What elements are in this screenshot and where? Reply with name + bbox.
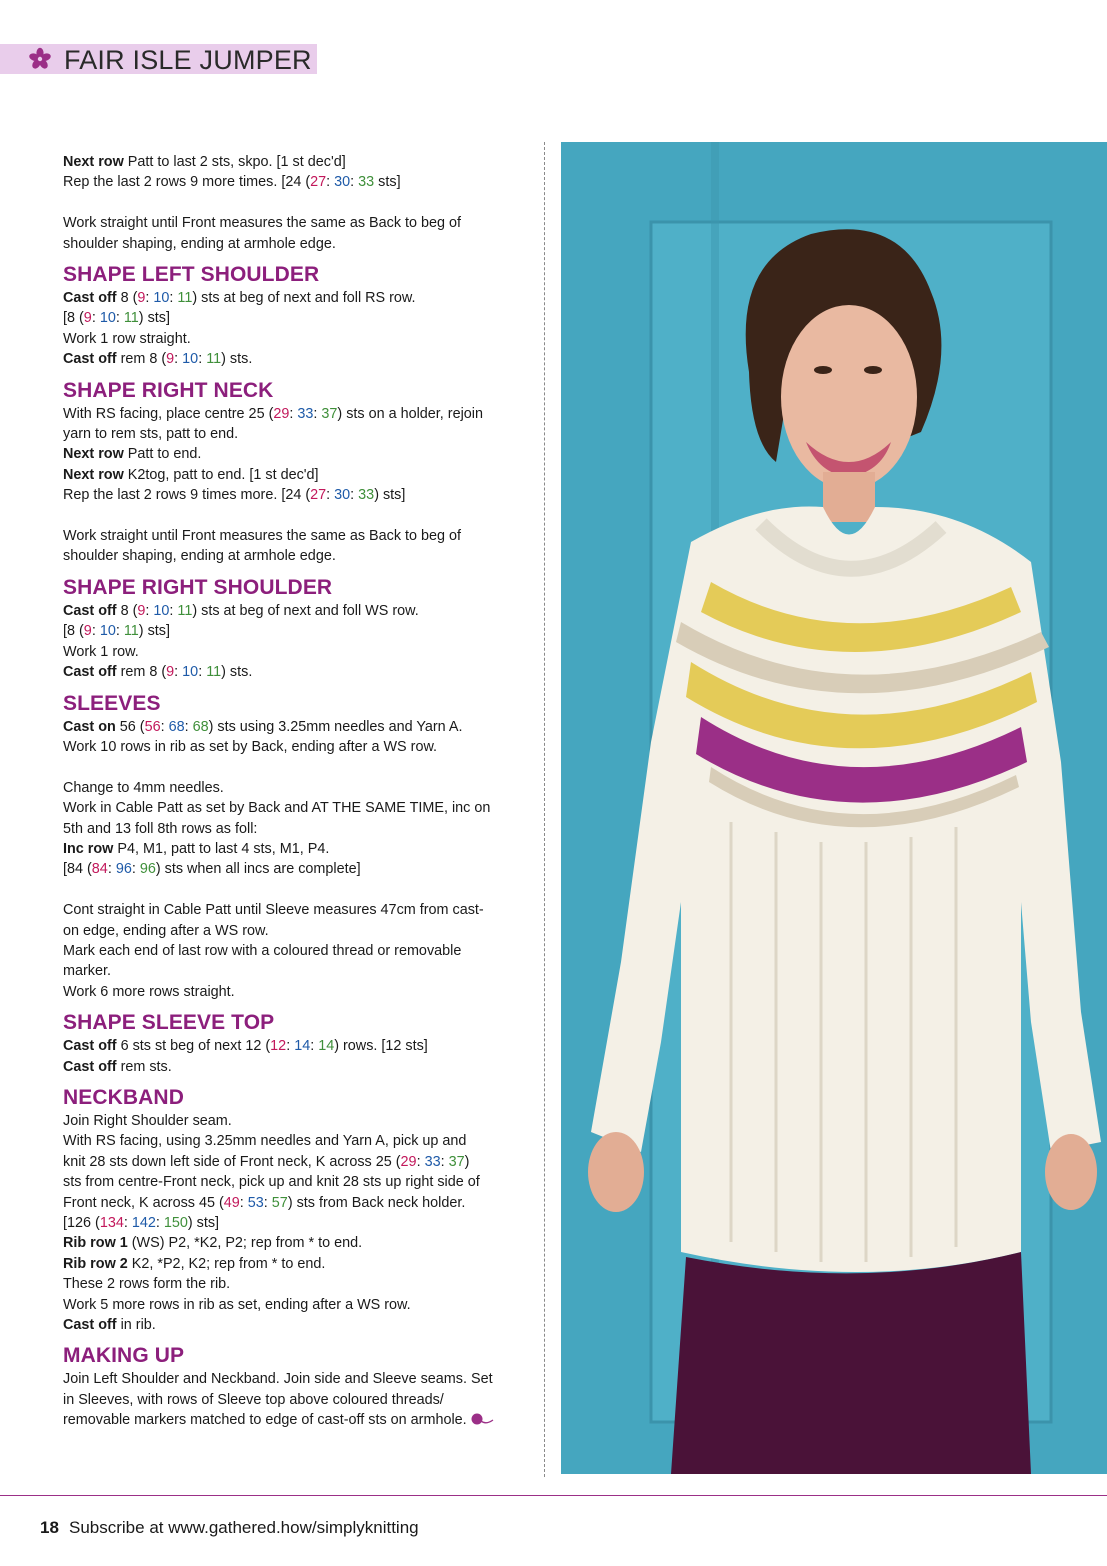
text-line: Cast on 56 (56: 68: 68) sts using 3.25mm needles and Yarn A. [63, 718, 463, 735]
column-divider [544, 142, 545, 1477]
text-line: Mark each end of last row with a coloured thread or removable [63, 942, 462, 959]
text-line: yarn to rem sts, patt to end. [63, 426, 239, 443]
text-line: Rep the last 2 rows 9 times more. [24 (27: 30: 33) sts] [63, 487, 406, 504]
text-line: Work 1 row straight. [63, 330, 191, 347]
text-line: Work 6 more rows straight. [63, 983, 235, 1000]
section-heading-left-shoulder: SHAPE LEFT SHOULDER [63, 263, 320, 287]
text-line: Cont straight in Cable Patt until Sleeve measures 47cm from cast- [63, 902, 484, 919]
text-line: Work 10 rows in rib as set by Back, ending after a WS row. [63, 738, 438, 755]
text-line: Cast off rem sts. [63, 1058, 172, 1075]
page-title: FAIR ISLE JUMPER [64, 45, 312, 75]
text-line: [8 (9: 10: 11) sts] [63, 623, 170, 640]
text-line: Work 1 row. [63, 643, 139, 660]
text-line: Join Left Shoulder and Neckband. Join side and Sleeve seams. Set [63, 1371, 493, 1388]
text-line: on edge, ending after a WS row. [63, 922, 269, 939]
text-line: Join Right Shoulder seam. [63, 1112, 232, 1129]
text-line: Work straight until Front measures the same as Back to beg of [63, 215, 462, 232]
text-line: [126 (134: 142: 150) sts] [63, 1215, 220, 1231]
text-line: Rib row 2 K2, *P2, K2; rep from * to end. [63, 1255, 326, 1272]
text-line: [84 (84: 96: 96) sts when all incs are complete] [63, 861, 361, 878]
yarn-ball-icon [470, 1412, 494, 1426]
text-line: Cast off rem 8 (9: 10: 11) sts. [63, 664, 253, 681]
text-line: [8 (9: 10: 11) sts] [63, 310, 170, 327]
text-line: knit 28 sts down left side of Front neck, K across 25 (29: 33: 37) [63, 1153, 470, 1170]
text-line: shoulder shaping, ending at armhole edge. [63, 548, 336, 565]
page-number: 18 [40, 1518, 59, 1537]
text-line: sts from centre-Front neck, pick up and knit 28 sts up right side of [63, 1174, 480, 1191]
footer-rule [0, 1495, 1107, 1496]
pattern-text-column [63, 152, 523, 1431]
text-line: Inc row P4, M1, patt to last 4 sts, M1, P4. [63, 840, 330, 857]
text-line: shoulder shaping, ending at armhole edge. [63, 235, 336, 252]
text-line: in Sleeves, with rows of Sleeve top above coloured threads/ [63, 1391, 444, 1408]
text-line: marker. [63, 963, 111, 980]
text-line: Rib row 1 (WS) P2, *K2, P2; rep from * to end. [63, 1235, 363, 1252]
text-line: Cast off 6 sts st beg of next 12 (12: 14: 14) rows. [12 sts] [63, 1038, 428, 1055]
flower-icon [28, 47, 52, 71]
section-heading-neckband: NECKBAND [63, 1085, 184, 1109]
text-line: Cast off 8 (9: 10: 11) sts at beg of next and foll WS row. [63, 602, 419, 619]
text-line: Work 5 more rows in rib as set, ending after a WS row. [63, 1296, 411, 1313]
section-heading-sleeve-top: SHAPE SLEEVE TOP [63, 1011, 275, 1035]
text-line: Front neck, K across 45 (49: 53: 57) sts from Back neck holder. [63, 1194, 466, 1211]
text-line: Cast off 8 (9: 10: 11) sts at beg of next and foll RS row. [63, 290, 416, 307]
text-line: Next row K2tog, patt to end. [1 st dec'd] [63, 466, 319, 483]
text-line: Work straight until Front measures the same as Back to beg of [63, 528, 462, 545]
text-line: These 2 rows form the rib. [63, 1276, 231, 1293]
text-line: Change to 4mm needles. [63, 779, 224, 796]
subscribe-text: Subscribe at www.gathered.how/simplyknitting [69, 1518, 419, 1537]
text-line: Rep the last 2 rows 9 more times. [24 (27: 30: 33 sts] [63, 174, 401, 191]
section-heading-right-neck: SHAPE RIGHT NECK [63, 378, 274, 402]
section-heading-right-shoulder: SHAPE RIGHT SHOULDER [63, 575, 333, 599]
section-heading-making-up: MAKING UP [63, 1344, 185, 1368]
text-line: Next row Patt to end. [63, 446, 202, 463]
text-line: 5th and 13 foll 8th rows as foll: [63, 820, 258, 837]
text-line: With RS facing, using 3.25mm needles and Yarn A, pick up and [63, 1133, 467, 1150]
text-line: removable markers matched to edge of cast-off sts on armhole. [63, 1410, 523, 1430]
text-line: Work in Cable Patt as set by Back and AT THE SAME TIME, inc on [63, 800, 491, 817]
text-line: Cast off in rib. [63, 1317, 156, 1334]
model-photo [561, 142, 1107, 1474]
text-line: Next row Patt to last 2 sts, skpo. [1 st dec'd] [63, 154, 346, 170]
text-line: With RS facing, place centre 25 (29: 33: 37) sts on a holder, rejoin [63, 405, 483, 422]
text-line: Cast off rem 8 (9: 10: 11) sts. [63, 351, 253, 368]
section-heading-sleeves: SLEEVES [63, 691, 161, 715]
